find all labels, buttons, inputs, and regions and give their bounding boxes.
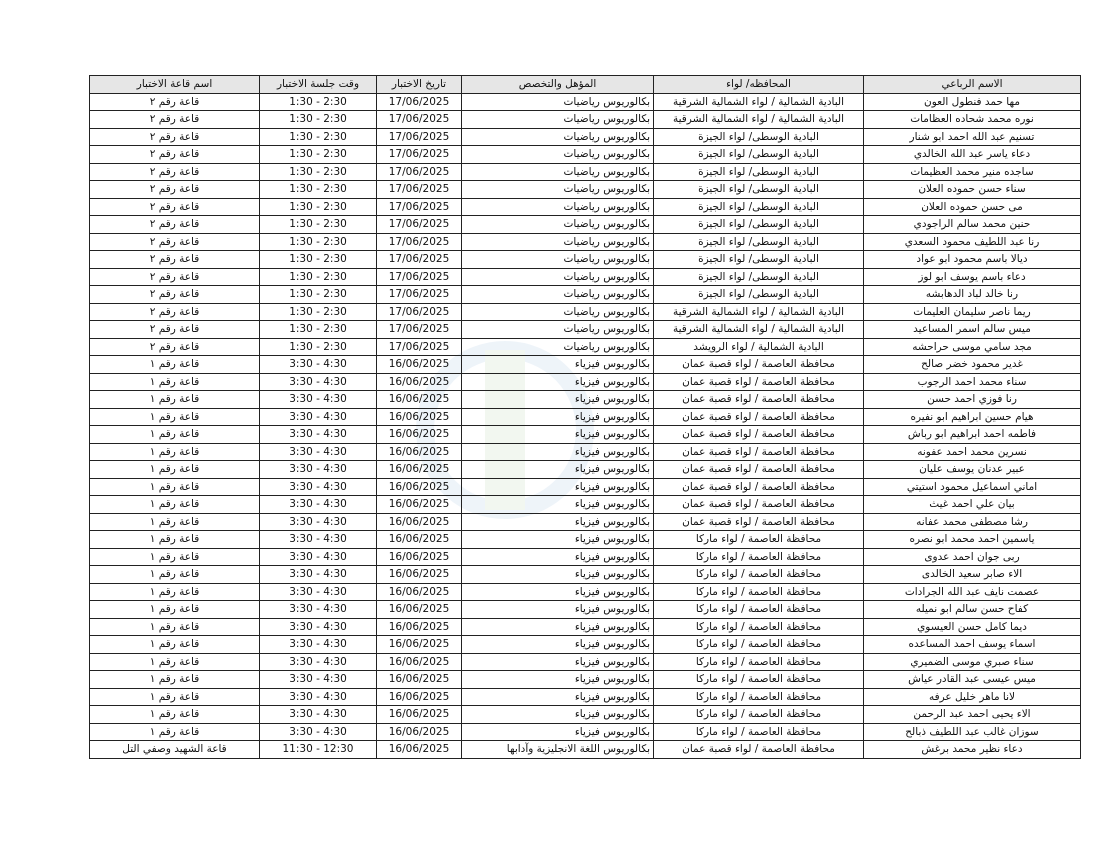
cell-exam-time: 3:30 - 4:30: [260, 461, 377, 479]
cell-exam-hall: قاعة رقم ١: [90, 356, 260, 374]
table-row: [90, 426, 1081, 444]
table-row: [90, 286, 1081, 304]
cell-exam-time: 3:30 - 4:30: [260, 636, 377, 654]
cell-qualification: بكالوريوس فيزياء: [462, 391, 654, 409]
cell-exam-time: 1:30 - 2:30: [260, 163, 377, 181]
cell-exam-hall: قاعة رقم ٢: [90, 111, 260, 129]
cell-exam-hall: قاعة رقم ١: [90, 653, 260, 671]
cell-exam-hall: قاعة رقم ٢: [90, 146, 260, 164]
cell-governorate: البادية الوسطى/ لواء الجيزة: [654, 286, 864, 304]
cell-exam-date: 16/06/2025: [377, 513, 462, 531]
cell-exam-time: 3:30 - 4:30: [260, 443, 377, 461]
cell-full-name: دعاء باسم يوسف ابو لوز: [864, 268, 1081, 286]
cell-governorate: محافظة العاصمة / لواء قصبة عمان: [654, 426, 864, 444]
cell-governorate: محافظة العاصمة / لواء قصبة عمان: [654, 373, 864, 391]
table-row: [90, 163, 1081, 181]
cell-qualification: بكالوريوس فيزياء: [462, 653, 654, 671]
cell-exam-time: 3:30 - 4:30: [260, 618, 377, 636]
cell-exam-time: 1:30 - 2:30: [260, 128, 377, 146]
cell-exam-date: 17/06/2025: [377, 268, 462, 286]
cell-full-name: رشا مصطفى محمد عفانه: [864, 513, 1081, 531]
cell-exam-time: 3:30 - 4:30: [260, 583, 377, 601]
cell-exam-date: 17/06/2025: [377, 286, 462, 304]
cell-exam-time: 1:30 - 2:30: [260, 268, 377, 286]
cell-exam-date: 16/06/2025: [377, 723, 462, 741]
cell-governorate: محافظة العاصمة / لواء ماركا: [654, 601, 864, 619]
cell-exam-time: 3:30 - 4:30: [260, 548, 377, 566]
cell-qualification: بكالوريوس فيزياء: [462, 513, 654, 531]
cell-exam-time: 1:30 - 2:30: [260, 286, 377, 304]
cell-full-name: دعاء نظير محمد برغش: [864, 741, 1081, 759]
cell-exam-time: 3:30 - 4:30: [260, 688, 377, 706]
header-exam-hall: اسم قاعة الاختبار: [90, 76, 260, 94]
cell-full-name: اسماء يوسف احمد المساعده: [864, 636, 1081, 654]
cell-exam-time: 3:30 - 4:30: [260, 566, 377, 584]
cell-exam-hall: قاعة رقم ١: [90, 426, 260, 444]
cell-exam-hall: قاعة رقم ٢: [90, 233, 260, 251]
table-row: [90, 356, 1081, 374]
cell-qualification: بكالوريوس فيزياء: [462, 443, 654, 461]
header-full-name: الاسم الرباعي: [864, 76, 1081, 94]
cell-full-name: عبير عدنان يوسف عليان: [864, 461, 1081, 479]
cell-full-name: نوره محمد شحاده العظامات: [864, 111, 1081, 129]
cell-exam-date: 17/06/2025: [377, 93, 462, 111]
cell-qualification: بكالوريوس فيزياء: [462, 478, 654, 496]
header-exam-date: تاريخ الاختبار: [377, 76, 462, 94]
cell-governorate: محافظة العاصمة / لواء قصبة عمان: [654, 513, 864, 531]
cell-governorate: محافظة العاصمة / لواء ماركا: [654, 636, 864, 654]
table-row: [90, 251, 1081, 269]
cell-full-name: حنين محمد سالم الراجودي: [864, 216, 1081, 234]
cell-exam-date: 17/06/2025: [377, 198, 462, 216]
cell-exam-hall: قاعة رقم ١: [90, 461, 260, 479]
cell-qualification: بكالوريوس رياضيات: [462, 338, 654, 356]
cell-exam-date: 16/06/2025: [377, 391, 462, 409]
cell-qualification: بكالوريوس فيزياء: [462, 601, 654, 619]
table-header-row: [90, 76, 1081, 94]
cell-exam-hall: قاعة رقم ٢: [90, 268, 260, 286]
cell-full-name: بيان علي احمد غيث: [864, 496, 1081, 514]
cell-exam-date: 16/06/2025: [377, 531, 462, 549]
cell-full-name: عصمت نايف عبد الله الجرادات: [864, 583, 1081, 601]
table-row: [90, 146, 1081, 164]
table-row: [90, 111, 1081, 129]
cell-exam-date: 16/06/2025: [377, 583, 462, 601]
cell-exam-date: 16/06/2025: [377, 373, 462, 391]
cell-full-name: مها حمد فنطول العون: [864, 93, 1081, 111]
cell-exam-hall: قاعة رقم ١: [90, 478, 260, 496]
cell-governorate: محافظة العاصمة / لواء قصبة عمان: [654, 496, 864, 514]
table-row: [90, 233, 1081, 251]
cell-exam-date: 16/06/2025: [377, 461, 462, 479]
cell-full-name: غدير محمود خضر صالح: [864, 356, 1081, 374]
cell-exam-date: 16/06/2025: [377, 688, 462, 706]
cell-exam-date: 17/06/2025: [377, 251, 462, 269]
cell-exam-date: 17/06/2025: [377, 111, 462, 129]
cell-exam-date: 16/06/2025: [377, 741, 462, 759]
cell-exam-date: 16/06/2025: [377, 356, 462, 374]
cell-exam-hall: قاعة رقم ٢: [90, 198, 260, 216]
table-row: [90, 268, 1081, 286]
cell-qualification: بكالوريوس رياضيات: [462, 286, 654, 304]
cell-qualification: بكالوريوس رياضيات: [462, 198, 654, 216]
cell-qualification: بكالوريوس فيزياء: [462, 583, 654, 601]
cell-qualification: بكالوريوس فيزياء: [462, 373, 654, 391]
cell-qualification: بكالوريوس فيزياء: [462, 618, 654, 636]
cell-governorate: محافظة العاصمة / لواء ماركا: [654, 566, 864, 584]
cell-exam-date: 17/06/2025: [377, 233, 462, 251]
cell-governorate: البادية الوسطى/ لواء الجيزة: [654, 163, 864, 181]
cell-full-name: سناء محمد احمد الرجوب: [864, 373, 1081, 391]
cell-qualification: بكالوريوس رياضيات: [462, 181, 654, 199]
cell-full-name: ساجده منير محمد العظيمات: [864, 163, 1081, 181]
cell-exam-time: 3:30 - 4:30: [260, 478, 377, 496]
cell-exam-hall: قاعة رقم ٢: [90, 128, 260, 146]
cell-exam-hall: قاعة رقم ١: [90, 636, 260, 654]
cell-governorate: محافظة العاصمة / لواء قصبة عمان: [654, 741, 864, 759]
cell-exam-time: 3:30 - 4:30: [260, 496, 377, 514]
table-row: [90, 461, 1081, 479]
table-row: [90, 181, 1081, 199]
cell-exam-hall: قاعة رقم ١: [90, 496, 260, 514]
cell-exam-hall: قاعة رقم ١: [90, 373, 260, 391]
cell-governorate: محافظة العاصمة / لواء ماركا: [654, 548, 864, 566]
cell-governorate: البادية الشمالية / لواء الشمالية الشرقية: [654, 321, 864, 339]
cell-governorate: البادية الشمالية / لواء الشمالية الشرقية: [654, 111, 864, 129]
cell-exam-time: 3:30 - 4:30: [260, 373, 377, 391]
cell-governorate: محافظة العاصمة / لواء ماركا: [654, 653, 864, 671]
cell-exam-time: 3:30 - 4:30: [260, 671, 377, 689]
cell-exam-date: 16/06/2025: [377, 443, 462, 461]
cell-governorate: محافظة العاصمة / لواء ماركا: [654, 671, 864, 689]
cell-exam-date: 16/06/2025: [377, 408, 462, 426]
cell-exam-date: 16/06/2025: [377, 653, 462, 671]
cell-exam-time: 1:30 - 2:30: [260, 93, 377, 111]
cell-qualification: بكالوريوس فيزياء: [462, 636, 654, 654]
cell-exam-time: 3:30 - 4:30: [260, 653, 377, 671]
cell-exam-hall: قاعة رقم ١: [90, 408, 260, 426]
table-row: [90, 198, 1081, 216]
cell-exam-date: 17/06/2025: [377, 321, 462, 339]
cell-qualification: بكالوريوس رياضيات: [462, 128, 654, 146]
cell-exam-date: 17/06/2025: [377, 146, 462, 164]
table-row: [90, 496, 1081, 514]
cell-exam-hall: قاعة رقم ٢: [90, 216, 260, 234]
cell-governorate: البادية الوسطى/ لواء الجيزة: [654, 146, 864, 164]
cell-governorate: محافظة العاصمة / لواء ماركا: [654, 583, 864, 601]
cell-qualification: بكالوريوس فيزياء: [462, 408, 654, 426]
cell-full-name: سوزان غالب عبد اللطيف ذبالح: [864, 723, 1081, 741]
table-row: [90, 688, 1081, 706]
cell-full-name: رنا عبد اللطيف محمود السعدي: [864, 233, 1081, 251]
table-row: [90, 566, 1081, 584]
cell-exam-date: 16/06/2025: [377, 706, 462, 724]
cell-full-name: رنا خالد لباد الدهابشه: [864, 286, 1081, 304]
cell-exam-hall: قاعة رقم ٢: [90, 181, 260, 199]
cell-exam-time: 3:30 - 4:30: [260, 408, 377, 426]
cell-qualification: بكالوريوس رياضيات: [462, 163, 654, 181]
cell-exam-time: 1:30 - 2:30: [260, 303, 377, 321]
cell-qualification: بكالوريوس فيزياء: [462, 723, 654, 741]
cell-exam-time: 1:30 - 2:30: [260, 198, 377, 216]
cell-exam-time: 3:30 - 4:30: [260, 601, 377, 619]
cell-exam-time: 3:30 - 4:30: [260, 426, 377, 444]
cell-governorate: البادية الشمالية / لواء الرويشد: [654, 338, 864, 356]
cell-full-name: مجد سامي موسى حراحشه: [864, 338, 1081, 356]
cell-full-name: سناء صبري موسى الضميري: [864, 653, 1081, 671]
cell-governorate: البادية الوسطى/ لواء الجيزة: [654, 198, 864, 216]
exam-schedule-table: [89, 75, 1081, 759]
cell-governorate: البادية الوسطى/ لواء الجيزة: [654, 268, 864, 286]
cell-exam-date: 16/06/2025: [377, 618, 462, 636]
table-row: [90, 338, 1081, 356]
cell-full-name: ياسمين احمد محمد ابو نصره: [864, 531, 1081, 549]
cell-exam-time: 1:30 - 2:30: [260, 111, 377, 129]
cell-exam-hall: قاعة رقم ١: [90, 601, 260, 619]
cell-full-name: ربى جوان احمد عدوى: [864, 548, 1081, 566]
table-row: [90, 513, 1081, 531]
header-qualification: المؤهل والتخصص: [462, 76, 654, 94]
cell-qualification: بكالوريوس رياضيات: [462, 303, 654, 321]
cell-full-name: ريما ناصر سليمان العليمات: [864, 303, 1081, 321]
cell-exam-date: 16/06/2025: [377, 566, 462, 584]
cell-governorate: البادية الوسطى/ لواء الجيزة: [654, 233, 864, 251]
cell-exam-date: 16/06/2025: [377, 671, 462, 689]
cell-exam-time: 3:30 - 4:30: [260, 723, 377, 741]
cell-exam-date: 16/06/2025: [377, 601, 462, 619]
cell-exam-hall: قاعة رقم ٢: [90, 163, 260, 181]
cell-exam-time: 1:30 - 2:30: [260, 216, 377, 234]
cell-full-name: اماني اسماعيل محمود استيتي: [864, 478, 1081, 496]
cell-governorate: محافظة العاصمة / لواء قصبة عمان: [654, 408, 864, 426]
cell-full-name: سناء حسن حموده العلان: [864, 181, 1081, 199]
cell-exam-hall: قاعة رقم ١: [90, 566, 260, 584]
cell-full-name: نسرين محمد احمد عفونه: [864, 443, 1081, 461]
cell-governorate: البادية الشمالية / لواء الشمالية الشرقية: [654, 303, 864, 321]
cell-exam-time: 1:30 - 2:30: [260, 321, 377, 339]
cell-exam-time: 1:30 - 2:30: [260, 146, 377, 164]
table-row: [90, 303, 1081, 321]
cell-exam-hall: قاعة الشهيد وصفي التل: [90, 741, 260, 759]
cell-governorate: محافظة العاصمة / لواء ماركا: [654, 723, 864, 741]
cell-exam-hall: قاعة رقم ٢: [90, 93, 260, 111]
table-row: [90, 391, 1081, 409]
cell-governorate: محافظة العاصمة / لواء قصبة عمان: [654, 443, 864, 461]
table-row: [90, 443, 1081, 461]
cell-exam-hall: قاعة رقم ١: [90, 531, 260, 549]
cell-exam-time: 3:30 - 4:30: [260, 531, 377, 549]
table-row: [90, 653, 1081, 671]
table-row: [90, 408, 1081, 426]
cell-full-name: ميس عيسى عبد القادر عياش: [864, 671, 1081, 689]
cell-exam-date: 17/06/2025: [377, 303, 462, 321]
cell-qualification: بكالوريوس رياضيات: [462, 216, 654, 234]
cell-exam-hall: قاعة رقم ٢: [90, 286, 260, 304]
cell-governorate: البادية الوسطى/ لواء الجيزة: [654, 251, 864, 269]
cell-exam-time: 3:30 - 4:30: [260, 513, 377, 531]
cell-exam-date: 16/06/2025: [377, 496, 462, 514]
table-row: [90, 723, 1081, 741]
cell-exam-time: 3:30 - 4:30: [260, 356, 377, 374]
cell-governorate: محافظة العاصمة / لواء قصبة عمان: [654, 391, 864, 409]
cell-exam-date: 17/06/2025: [377, 216, 462, 234]
cell-qualification: بكالوريوس رياضيات: [462, 233, 654, 251]
cell-qualification: بكالوريوس فيزياء: [462, 688, 654, 706]
table-row: [90, 618, 1081, 636]
cell-governorate: محافظة العاصمة / لواء ماركا: [654, 706, 864, 724]
table-row: [90, 548, 1081, 566]
table-row: [90, 128, 1081, 146]
cell-qualification: بكالوريوس فيزياء: [462, 706, 654, 724]
cell-full-name: مى حسن حموده العلان: [864, 198, 1081, 216]
cell-exam-hall: قاعة رقم ١: [90, 391, 260, 409]
cell-qualification: بكالوريوس فيزياء: [462, 531, 654, 549]
cell-governorate: محافظة العاصمة / لواء قصبة عمان: [654, 356, 864, 374]
cell-qualification: بكالوريوس رياضيات: [462, 251, 654, 269]
cell-exam-hall: قاعة رقم ١: [90, 723, 260, 741]
cell-governorate: البادية الوسطى/ لواء الجيزة: [654, 128, 864, 146]
cell-exam-hall: قاعة رقم ١: [90, 618, 260, 636]
cell-governorate: محافظة العاصمة / لواء قصبة عمان: [654, 478, 864, 496]
cell-qualification: بكالوريوس فيزياء: [462, 496, 654, 514]
table-row: [90, 216, 1081, 234]
cell-exam-hall: قاعة رقم ٢: [90, 303, 260, 321]
cell-exam-time: 11:30 - 12:30: [260, 741, 377, 759]
cell-full-name: دعاء ياسر عبد الله الخالدي: [864, 146, 1081, 164]
cell-exam-time: 1:30 - 2:30: [260, 181, 377, 199]
cell-qualification: بكالوريوس اللغة الانجليزية وآدابها: [462, 741, 654, 759]
cell-full-name: ديالا باسم محمود ابو عواد: [864, 251, 1081, 269]
table-row: [90, 321, 1081, 339]
cell-exam-time: 1:30 - 2:30: [260, 251, 377, 269]
cell-full-name: ديما كامل حسن العيسوي: [864, 618, 1081, 636]
cell-qualification: بكالوريوس رياضيات: [462, 146, 654, 164]
cell-exam-hall: قاعة رقم ١: [90, 671, 260, 689]
table-body: [90, 93, 1081, 758]
table-row: [90, 671, 1081, 689]
cell-qualification: بكالوريوس رياضيات: [462, 321, 654, 339]
cell-qualification: بكالوريوس فيزياء: [462, 356, 654, 374]
cell-exam-hall: قاعة رقم ٢: [90, 338, 260, 356]
table-row: [90, 741, 1081, 759]
cell-exam-date: 16/06/2025: [377, 548, 462, 566]
cell-exam-hall: قاعة رقم ١: [90, 513, 260, 531]
table-row: [90, 583, 1081, 601]
cell-exam-date: 17/06/2025: [377, 181, 462, 199]
cell-exam-hall: قاعة رقم ١: [90, 443, 260, 461]
cell-exam-time: 1:30 - 2:30: [260, 338, 377, 356]
header-governorate: المحافظه/ لواء: [654, 76, 864, 94]
cell-exam-hall: قاعة رقم ١: [90, 706, 260, 724]
cell-governorate: محافظة العاصمة / لواء قصبة عمان: [654, 461, 864, 479]
cell-full-name: هيام حسين ابراهيم ابو نفيره: [864, 408, 1081, 426]
cell-governorate: البادية الوسطى/ لواء الجيزة: [654, 181, 864, 199]
cell-qualification: بكالوريوس فيزياء: [462, 461, 654, 479]
cell-exam-hall: قاعة رقم ٢: [90, 251, 260, 269]
cell-full-name: فاطمه احمد ابراهيم ابو رباش: [864, 426, 1081, 444]
table-row: [90, 93, 1081, 111]
cell-full-name: تسنيم عبد الله احمد ابو شنار: [864, 128, 1081, 146]
cell-exam-time: 3:30 - 4:30: [260, 706, 377, 724]
cell-full-name: الاء صابر سعيد الخالدى: [864, 566, 1081, 584]
table-row: [90, 531, 1081, 549]
cell-governorate: محافظة العاصمة / لواء ماركا: [654, 531, 864, 549]
cell-governorate: البادية الوسطى/ لواء الجيزة: [654, 216, 864, 234]
cell-full-name: لانا ماهر خليل عرفه: [864, 688, 1081, 706]
cell-qualification: بكالوريوس فيزياء: [462, 671, 654, 689]
header-exam-time: وقت جلسة الاختبار: [260, 76, 377, 94]
cell-exam-hall: قاعة رقم ٢: [90, 321, 260, 339]
table-row: [90, 601, 1081, 619]
table-row: [90, 373, 1081, 391]
cell-exam-hall: قاعة رقم ١: [90, 548, 260, 566]
cell-qualification: بكالوريوس رياضيات: [462, 268, 654, 286]
cell-governorate: محافظة العاصمة / لواء ماركا: [654, 688, 864, 706]
cell-exam-date: 16/06/2025: [377, 478, 462, 496]
cell-exam-date: 16/06/2025: [377, 636, 462, 654]
cell-full-name: ميس سالم اسمر المساعيد: [864, 321, 1081, 339]
cell-exam-time: 3:30 - 4:30: [260, 391, 377, 409]
cell-qualification: بكالوريوس فيزياء: [462, 566, 654, 584]
cell-qualification: بكالوريوس رياضيات: [462, 111, 654, 129]
cell-exam-date: 16/06/2025: [377, 426, 462, 444]
cell-exam-time: 1:30 - 2:30: [260, 233, 377, 251]
cell-full-name: كفاح حسن سالم ابو نميله: [864, 601, 1081, 619]
cell-exam-date: 17/06/2025: [377, 128, 462, 146]
cell-qualification: بكالوريوس فيزياء: [462, 426, 654, 444]
cell-governorate: محافظة العاصمة / لواء ماركا: [654, 618, 864, 636]
cell-governorate: البادية الشمالية / لواء الشمالية الشرقية: [654, 93, 864, 111]
cell-full-name: رنا فوزي احمد حسن: [864, 391, 1081, 409]
cell-full-name: الاء يحيى احمد عبد الرحمن: [864, 706, 1081, 724]
cell-qualification: بكالوريوس رياضيات: [462, 93, 654, 111]
cell-exam-date: 17/06/2025: [377, 163, 462, 181]
table-row: [90, 706, 1081, 724]
cell-exam-hall: قاعة رقم ١: [90, 688, 260, 706]
cell-qualification: بكالوريوس فيزياء: [462, 548, 654, 566]
table-row: [90, 636, 1081, 654]
table-row: [90, 478, 1081, 496]
cell-exam-date: 17/06/2025: [377, 338, 462, 356]
cell-exam-hall: قاعة رقم ١: [90, 583, 260, 601]
